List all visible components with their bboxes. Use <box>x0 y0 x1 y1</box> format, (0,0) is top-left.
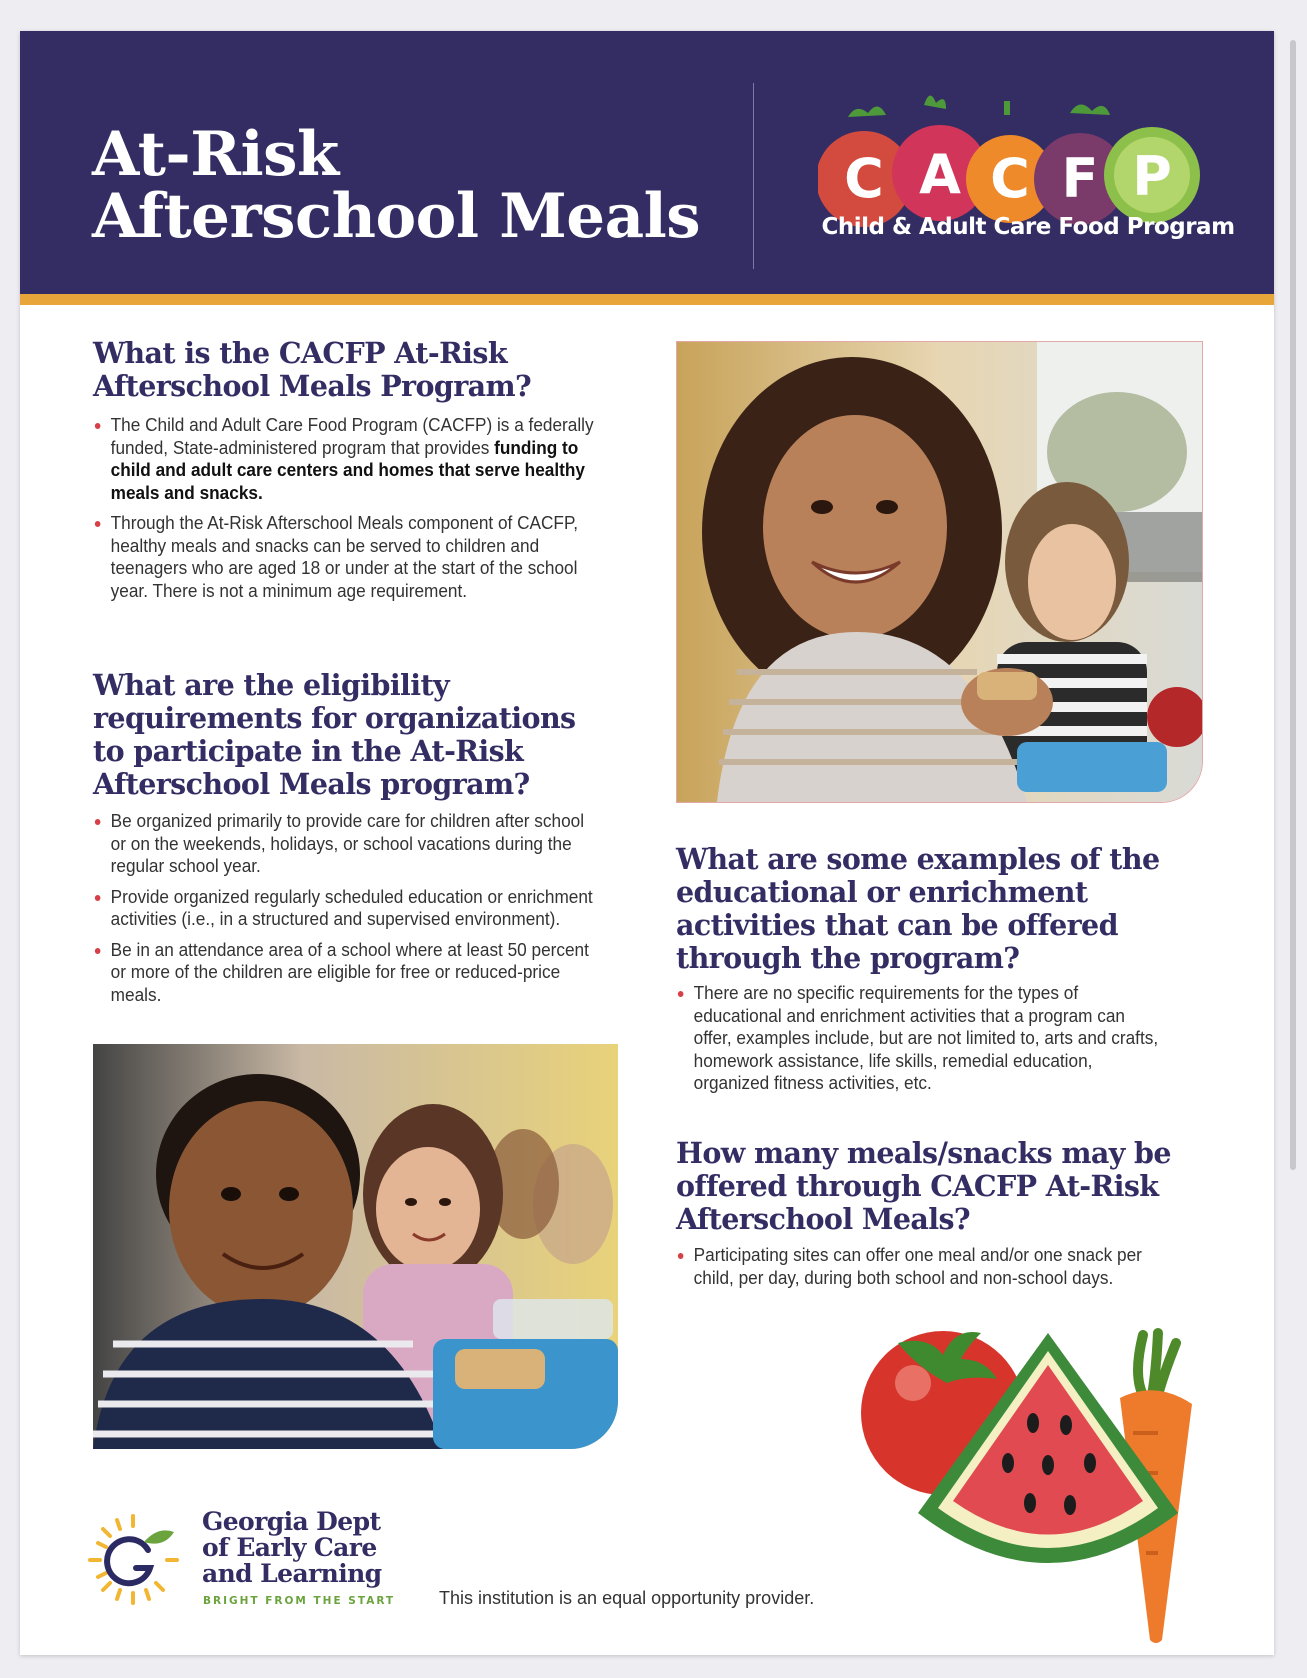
org-name: Georgia Dept of Early Care and Learning <box>202 1507 382 1588</box>
list-item: Participating sites can offer one meal and/or one snack per child, per day, during both school and non-school days. <box>676 1244 1160 1289</box>
title-line-1: At-Risk <box>92 119 339 190</box>
page-title <box>92 119 701 252</box>
list-item: Provide organized regularly scheduled education or enrichment activities (i.e., in a structured and supervised environment). <box>93 886 595 931</box>
bullets-eligibility <box>93 810 633 1014</box>
equal-opportunity-note: This institution is an equal opportunity provider. <box>439 1588 815 1608</box>
heading-activities: What are some examples of the educational or enrichment activities that can be offered through the program? <box>676 842 1160 975</box>
cacfp-logo <box>818 91 1238 281</box>
logo-letter-p: P <box>1132 145 1172 208</box>
list-item: Be in an attendance area of a school where at least 50 percent or more of the children are eligible for free or reduced-price meals. <box>93 939 595 1007</box>
header-divider <box>753 83 754 269</box>
bullets-activities <box>676 982 1196 1103</box>
bullets-meals-count <box>676 1244 1196 1297</box>
logo-letter-a: A <box>919 143 961 206</box>
heading-what-is-program: What is the CACFP At-Risk Afterschool Meals Program? <box>93 336 532 403</box>
logo-subtitle: Child & Adult Care Food Program <box>821 214 1235 240</box>
heading-meals-count: How many meals/snacks may be offered through CACFP At-Risk Afterschool Meals? <box>676 1136 1171 1236</box>
heading-eligibility: What are the eligibility requirements for organizations to participate in the At-Risk Afterschool Meals program? <box>93 668 576 801</box>
sun-logo-icon <box>86 1512 181 1607</box>
list-item: There are no specific requirements for the types of educational and enrichment activities that a program can offer, examples include, but are not limited to, arts and crafts, homework assistance, life skills, remedial education, organized fitness activities, etc. <box>676 982 1160 1095</box>
list-item: Through the At-Risk Afterschool Meals component of CACFP, healthy meals and snacks can be served to children and teenagers who are aged 18 or under at the start of the school year. There is not a minimum age requirement. <box>93 512 595 602</box>
bullets-what-is-program <box>93 414 633 610</box>
photo-boy-smiling <box>93 1044 618 1449</box>
scrollbar[interactable] <box>1290 40 1296 1170</box>
list-item: Be organized primarily to provide care for children after school or on the weekends, holidays, or school vacations during the regular school year. <box>93 810 595 878</box>
logo-letter-c1: C <box>844 147 884 210</box>
logo-letter-f: F <box>1061 147 1099 210</box>
logo-letter-c2: C <box>990 147 1030 210</box>
list-item: The Child and Adult Care Food Program (CACFP) is a federally funded, State-administered program that provides funding to child and adult care centers and homes that serve healthy meals and snacks. <box>93 414 595 504</box>
flyer-page <box>20 31 1274 1655</box>
fruit-illustration-icon <box>858 1313 1218 1643</box>
header-banner <box>20 31 1274 305</box>
title-line-2: Afterschool Meals <box>92 181 701 252</box>
photo-girls-eating <box>676 341 1203 803</box>
org-tagline: BRIGHT FROM THE START <box>203 1595 396 1607</box>
